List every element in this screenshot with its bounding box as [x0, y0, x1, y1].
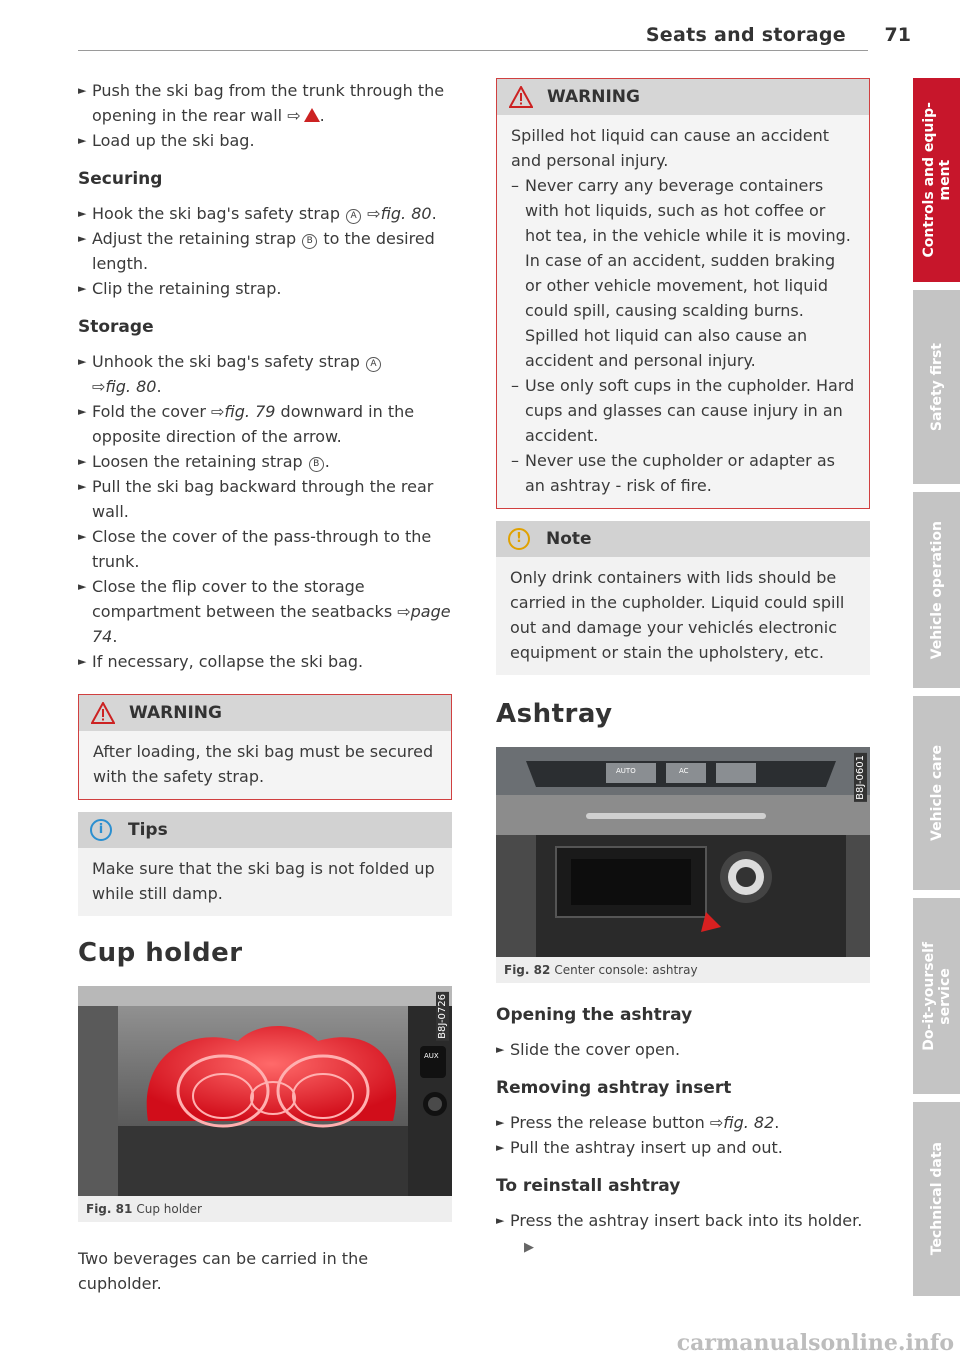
list-item: ► Press the release button ⇨fig. 82.: [496, 1113, 780, 1132]
cup-holder-illustration: [78, 986, 452, 1196]
aux-label: AUX: [424, 1052, 439, 1060]
warning-icon: [509, 86, 533, 108]
figure-caption: Fig. 81 Cup holder: [78, 1196, 452, 1222]
warning-title: WARNING: [129, 703, 222, 723]
header-rule: [78, 50, 868, 51]
list-item: ► Hook the ski bag's safety strap A ⇨fig. 80.: [78, 204, 437, 223]
figure-code: B8J-0726: [437, 994, 448, 1039]
list-item: ► Adjust the retaining strap B to the desired length.: [78, 229, 435, 273]
cup-holder-figure: [78, 986, 452, 1222]
list-item: ► Slide the cover open.: [496, 1040, 681, 1059]
ashtray-image: [496, 747, 870, 957]
watermark: carmanualsonline.info: [676, 1330, 954, 1356]
sidebar-tab-safety[interactable]: Safety first: [913, 290, 960, 484]
list-item: ► Close the flip cover to the storage compartment between the seatbacks ⇨page 74.: [78, 577, 451, 646]
auto-label: AUTO: [616, 767, 636, 775]
cup-holder-heading: Cup holder: [78, 938, 243, 968]
section-title: Seats and storage: [645, 24, 846, 46]
figure-code: B8J-0601: [855, 755, 866, 800]
securing-heading: Securing: [78, 169, 163, 189]
list-item: ► Pull the ashtray insert up and out.: [496, 1138, 783, 1157]
note-title: Note: [546, 529, 592, 549]
callout-b-icon: B: [302, 234, 317, 249]
list-item: ► Clip the retaining strap.: [78, 279, 282, 298]
tips-text: Make sure that the ski bag is not folded up while still damp.: [92, 859, 435, 903]
list-item: ► Close the cover of the pass-through to the trunk.: [78, 527, 432, 571]
page-header: [78, 22, 938, 52]
list-item: – Never use the cupholder or adapter as an ashtray - risk of fire.: [511, 451, 835, 495]
ashtray-illustration: [496, 747, 870, 957]
info-icon: i: [90, 819, 112, 841]
warning-box: [78, 694, 452, 800]
callout-a-icon: A: [346, 209, 361, 224]
page-number: 71: [884, 24, 911, 46]
list-item: ► Load up the ski bag.: [78, 131, 255, 150]
ref-arrow: ⇨: [287, 106, 301, 125]
ashtray-heading: Ashtray: [496, 699, 613, 729]
list-item: ► Push the ski bag from the trunk through the opening in the rear wall ⇨ .: [78, 81, 445, 125]
warning-icon: [91, 702, 115, 724]
opening-heading: Opening the ashtray: [496, 1005, 693, 1025]
continue-arrow-icon: ▶: [524, 1240, 534, 1255]
note-text: Only drink containers with lids should be carried in the cupholder. Liquid could spill out and damage your vehiclés electronic equipment or stain the upholstery, etc.: [510, 568, 845, 662]
warning-icon: [304, 108, 320, 122]
list-item: ► If necessary, collapse the ski bag.: [78, 652, 364, 671]
list-item: ► Unhook the ski bag's safety strap A ⇨fig. 80.: [78, 349, 452, 399]
sidebar-tab-technical[interactable]: Technical data: [913, 1102, 960, 1296]
warning-text: After loading, the ski bag must be secured with the safety strap.: [93, 742, 434, 786]
ashtray-figure: [496, 747, 870, 983]
right-column: [496, 78, 870, 1260]
list-item: – Never carry any beverage containers with hot liquids, such as hot coffee or hot tea, in the vehicle while it is moving. In case of an accident, sudden braking or other vehicle movement, hot liquid could spill, causing scalding burns. Spilled hot liquid can also cause an accident and personal injury.: [511, 176, 851, 370]
reinstall-heading: To reinstall ashtray: [496, 1176, 681, 1196]
note-box: [496, 521, 870, 675]
storage-heading: Storage: [78, 317, 154, 337]
note-icon: !: [508, 528, 530, 550]
page-link[interactable]: page 74: [92, 602, 451, 646]
callout-a-icon: A: [366, 357, 381, 372]
sidebar-tab-service[interactable]: Do-it-yourself service: [913, 898, 960, 1094]
warning-intro: Spilled hot liquid can cause an accident and personal injury.: [511, 126, 830, 170]
cup-holder-image: [78, 986, 452, 1196]
left-column: [78, 78, 452, 1296]
tips-title: Tips: [128, 820, 168, 840]
callout-b-icon: B: [309, 457, 324, 472]
list-item: – Use only soft cups in the cupholder. Hard cups and glasses can cause injury in an accident.: [511, 376, 855, 445]
figure-link[interactable]: fig. 80: [105, 377, 157, 396]
figure-link[interactable]: fig. 80: [380, 204, 432, 223]
list-item: ► Pull the ski bag backward through the rear wall.: [78, 477, 434, 521]
sidebar-tab-care[interactable]: Vehicle care: [913, 696, 960, 890]
list-item: ► Press the ashtray insert back into its holder.▶: [496, 1208, 870, 1260]
removing-heading: Removing ashtray insert: [496, 1078, 732, 1098]
sidebar-tab-operation[interactable]: Vehicle operation: [913, 492, 960, 688]
ac-label: AC: [679, 767, 689, 775]
warning-title: WARNING: [547, 87, 640, 107]
figure-link[interactable]: fig. 79: [224, 402, 276, 421]
list-item: ► Fold the cover ⇨fig. 79 downward in the opposite direction of the arrow.: [78, 402, 415, 446]
figure-caption: Fig. 82 Center console: ashtray: [496, 957, 870, 983]
warning-box: [496, 78, 870, 509]
list-item: ► Loosen the retaining strap B .: [78, 452, 330, 471]
sidebar-tab-controls[interactable]: Controls and equip- ment: [913, 78, 960, 282]
tips-box: [78, 812, 452, 916]
cup-holder-text: Two beverages can be carried in the cupholder.: [78, 1249, 369, 1293]
figure-link[interactable]: fig. 82: [723, 1113, 775, 1132]
